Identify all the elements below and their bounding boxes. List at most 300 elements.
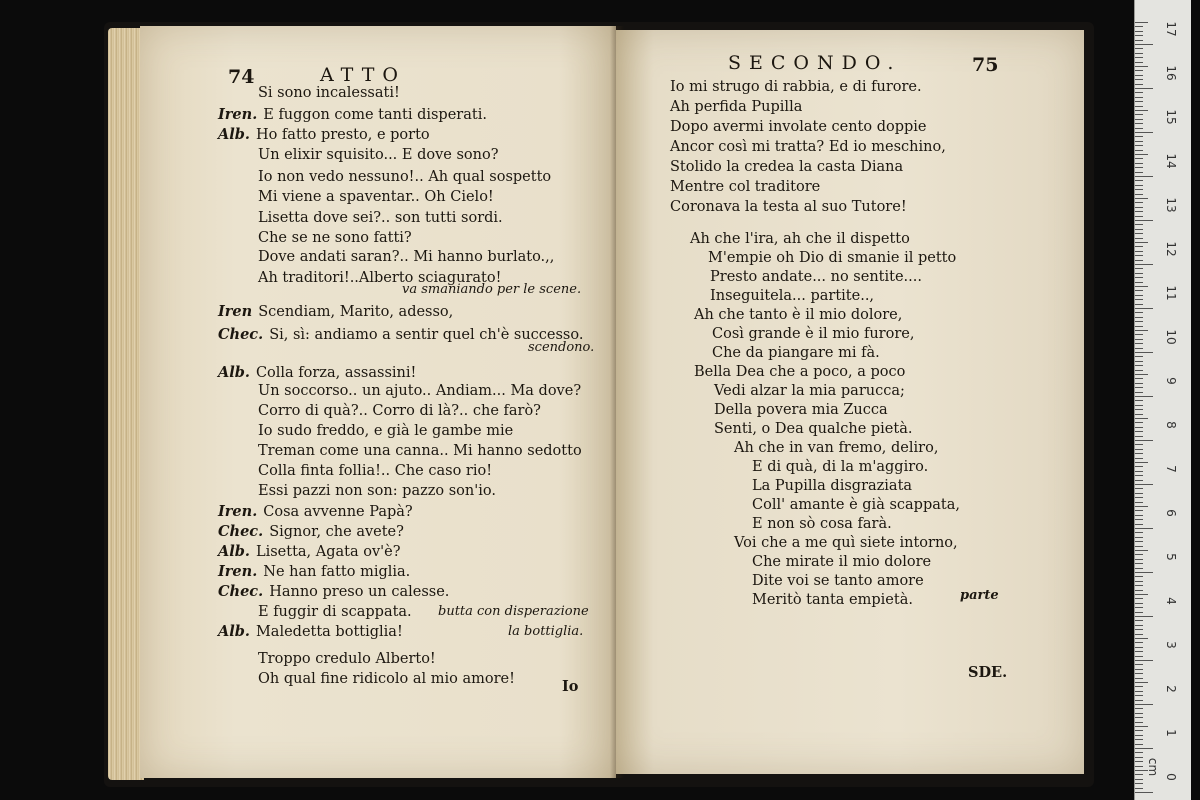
ruler-tick (1135, 392, 1143, 393)
ruler-tick (1135, 251, 1143, 252)
line-text: Signor, che avete? (269, 524, 404, 540)
ruler-tick (1135, 664, 1143, 665)
stage-direction: la bottiglia. (508, 624, 584, 639)
text-line (258, 462, 492, 480)
line-text: Essi pazzi non son: pazzo son'io. (258, 483, 496, 499)
ruler-tick (1135, 713, 1143, 714)
text-line (258, 603, 412, 621)
line-text: Treman come una canna.. Mi hanno sedotto (258, 443, 582, 459)
ruler-number: 17 (1164, 21, 1178, 37)
text-line: Inseguitela... partite.., (710, 288, 875, 304)
ruler-tick (1135, 370, 1143, 371)
ruler-tick (1135, 722, 1143, 723)
ruler-tick (1135, 774, 1143, 775)
text-line: Bella Dea che a poco, a poco (694, 364, 906, 380)
text-line (218, 523, 404, 541)
ruler-number: 5 (1164, 553, 1178, 561)
text-line: Presto andate... no sentite.... (710, 269, 922, 285)
ruler-tick (1135, 84, 1143, 85)
ruler-tick (1135, 686, 1143, 687)
text-line: Vedi alzar la mia parucca; (714, 383, 905, 399)
text-line: Ah che tanto è il mio dolore, (694, 307, 903, 323)
line-text: E fuggir di scappata. (258, 604, 412, 620)
ruler-tick (1135, 532, 1143, 533)
text-line: Senti, o Dea qualche pietà. (714, 421, 913, 437)
text-line (258, 188, 494, 206)
ruler-tick (1135, 70, 1143, 71)
ruler-tick (1135, 123, 1143, 124)
ruler-tick (1135, 576, 1143, 577)
text-line (218, 126, 430, 144)
ruler-tick (1135, 585, 1143, 586)
ruler-tick (1135, 638, 1148, 639)
ruler-tick (1135, 202, 1143, 203)
ruler-tick (1135, 282, 1143, 283)
line-text: Lisetta dove sei?.. son tutti sordi. (258, 210, 503, 226)
ruler-number: 16 (1164, 65, 1178, 81)
right-page-number: 75 (972, 54, 999, 76)
ruler-tick (1135, 295, 1143, 296)
line-text: Che se ne sono fatti? (258, 230, 412, 246)
ruler-tick (1135, 682, 1148, 683)
ruler-tick (1135, 260, 1143, 261)
ruler-tick (1135, 515, 1143, 516)
text-line: Stolido la credea la casta Diana (670, 159, 904, 175)
ruler-tick (1135, 480, 1143, 481)
ruler-tick (1135, 471, 1143, 472)
ruler-tick (1135, 277, 1143, 278)
ruler-tick (1135, 704, 1153, 705)
ruler-tick (1135, 519, 1143, 520)
ruler-tick (1135, 431, 1143, 432)
ruler-tick (1135, 145, 1143, 146)
right-page (616, 30, 1084, 774)
text-line (258, 402, 541, 420)
line-text: Scendiam, Marito, adesso, (258, 304, 454, 320)
ruler-tick (1135, 40, 1143, 41)
speaker-label: Iren. (218, 106, 258, 123)
ruler-tick (1135, 700, 1143, 701)
text-line: E di quà, di la m'aggiro. (752, 459, 929, 475)
ruler-tick (1135, 735, 1143, 736)
ruler-tick (1135, 656, 1143, 657)
ruler-tick (1135, 334, 1143, 335)
line-text: Colla forza, assassini! (255, 365, 417, 381)
line-text: Io non vedo nessuno!.. Ah qual sospetto (258, 169, 552, 185)
ruler-number: 0 (1164, 773, 1178, 781)
ruler-tick (1135, 792, 1153, 793)
ruler-tick (1135, 453, 1143, 454)
ruler-tick (1135, 730, 1143, 731)
ruler-tick (1135, 374, 1148, 375)
line-text: Cosa avvenne Papà? (263, 504, 413, 520)
ruler-tick (1135, 44, 1153, 45)
ruler-tick (1135, 537, 1143, 538)
ruler-tick (1135, 312, 1143, 313)
ruler-tick (1135, 233, 1143, 234)
ruler-tick (1135, 766, 1143, 767)
text-line (258, 248, 554, 266)
ruler-tick (1135, 744, 1143, 745)
ruler-tick (1135, 22, 1148, 23)
ruler-tick (1135, 757, 1143, 758)
line-text: Dove andati saran?.. Mi hanno burlato.,, (258, 249, 555, 265)
text-line (218, 503, 413, 521)
ruler-tick (1135, 308, 1153, 309)
ruler-number: 13 (1164, 197, 1178, 213)
ruler-tick (1135, 185, 1143, 186)
text-line: Che mirate il mio dolore (752, 554, 932, 570)
text-line (258, 168, 551, 186)
text-line (218, 623, 403, 641)
ruler-tick (1135, 242, 1148, 243)
ruler-tick (1135, 31, 1143, 32)
ruler-tick (1135, 150, 1143, 151)
ruler-tick (1135, 594, 1148, 595)
exit-direction: parte (960, 588, 999, 603)
text-line: M'empie oh Dio di smanie il petto (708, 250, 957, 266)
ruler-tick (1135, 436, 1143, 437)
ruler-tick (1135, 299, 1143, 300)
ruler-tick (1135, 634, 1143, 635)
ruler-tick (1135, 361, 1143, 362)
ruler-tick (1135, 502, 1143, 503)
ruler-number: 9 (1164, 377, 1178, 385)
ruler-tick (1135, 739, 1143, 740)
ruler-tick (1135, 444, 1143, 445)
speaker-label: Alb. (218, 126, 250, 143)
speaker-label: Iren. (218, 563, 258, 580)
speaker-label: Iren (218, 303, 253, 320)
line-text: Ne han fatto miglia. (263, 564, 411, 580)
ruler-tick (1135, 458, 1143, 459)
ruler-number: 10 (1164, 329, 1178, 345)
ruler-tick (1135, 141, 1143, 142)
ruler-tick (1135, 651, 1143, 652)
text-line: Io mi strugo di rabbia, e di furore. (670, 79, 922, 95)
ruler-tick (1135, 629, 1143, 630)
ruler-tick (1135, 97, 1143, 98)
ruler-tick (1135, 356, 1143, 357)
ruler-tick (1135, 642, 1143, 643)
stage-direction: va smaniando per le scene. (402, 282, 582, 297)
text-line (218, 583, 449, 601)
ruler-tick (1135, 246, 1143, 247)
text-line: Coll' amante è già scappata, (752, 497, 960, 513)
ruler-tick (1135, 378, 1143, 379)
left-page (140, 26, 616, 778)
ruler-tick (1135, 216, 1143, 217)
ruler-tick (1135, 488, 1143, 489)
ruler-tick (1135, 176, 1153, 177)
ruler-tick (1135, 427, 1143, 428)
ruler-tick (1135, 528, 1153, 529)
line-text: Ah traditori!..Alberto sciagurato! (258, 270, 502, 286)
ruler-tick (1135, 132, 1153, 133)
text-line: Coronava la testa al suo Tutore! (670, 199, 907, 215)
ruler-tick (1135, 194, 1143, 195)
ruler-unit: cm (1146, 757, 1160, 777)
ruler-tick (1135, 788, 1143, 789)
text-line: Così grande è il mio furore, (712, 326, 915, 342)
text-line (258, 670, 515, 688)
ruler-tick (1135, 88, 1153, 89)
ruler-tick (1135, 167, 1143, 168)
ruler-tick (1135, 568, 1143, 569)
text-line (218, 364, 416, 382)
ruler-tick (1135, 255, 1143, 256)
ruler-tick (1135, 422, 1143, 423)
text-line (258, 209, 503, 227)
ruler-tick (1135, 414, 1143, 415)
ruler-tick (1135, 62, 1143, 63)
ruler-tick (1135, 387, 1143, 388)
ruler-tick (1135, 290, 1143, 291)
text-line: Della povera mia Zucca (714, 402, 888, 418)
ruler-tick (1135, 238, 1143, 239)
page-edges (108, 28, 144, 780)
ruler-tick (1135, 180, 1143, 181)
line-text: Un elixir squisito... E dove sono? (258, 147, 499, 163)
speaker-label: Chec. (218, 523, 264, 540)
ruler-tick (1135, 563, 1143, 564)
ruler-number: 12 (1164, 241, 1178, 257)
ruler-tick (1135, 612, 1143, 613)
right-page-header: SECONDO. (728, 52, 902, 74)
ruler-tick (1135, 229, 1143, 230)
ruler-tick (1135, 726, 1148, 727)
line-text: Oh qual fine ridicolo al mio amore! (258, 671, 515, 687)
ruler-tick (1135, 286, 1148, 287)
line-text: Hanno preso un calesse. (269, 584, 450, 600)
ruler-tick (1135, 484, 1153, 485)
ruler-tick (1135, 590, 1143, 591)
ruler-tick (1135, 163, 1143, 164)
ruler-tick (1135, 321, 1143, 322)
ruler-tick (1135, 53, 1143, 54)
ruler-tick (1135, 26, 1143, 27)
ruler-tick (1135, 400, 1143, 401)
ruler-tick (1135, 678, 1143, 679)
speaker-label: Alb. (218, 623, 250, 640)
ruler-tick (1135, 339, 1143, 340)
text-line: Ancor così mi tratta? Ed io meschino, (670, 139, 946, 155)
left-page-number: 74 (228, 66, 255, 88)
ruler-tick (1135, 748, 1153, 749)
ruler-tick (1135, 383, 1143, 384)
ruler-tick (1135, 673, 1143, 674)
ruler-tick (1135, 268, 1143, 269)
ruler-tick (1135, 304, 1143, 305)
line-text: Lisetta, Agata ov'è? (255, 544, 401, 560)
ruler-tick (1135, 207, 1143, 208)
ruler-tick (1135, 348, 1143, 349)
ruler-tick (1135, 264, 1153, 265)
ruler-tick (1135, 48, 1143, 49)
text-line: E non sò cosa farà. (752, 516, 892, 532)
ruler-tick (1135, 220, 1153, 221)
ruler-number: 6 (1164, 509, 1178, 517)
line-text: Colla finta follia!.. Che caso rio! (258, 463, 493, 479)
catchword: Io (562, 678, 579, 695)
ruler-tick (1135, 497, 1143, 498)
text-line: Ah che l'ira, ah che il dispetto (690, 231, 910, 247)
text-line: Che da piangare mi fà. (712, 345, 880, 361)
text-line (218, 106, 487, 124)
text-line (258, 650, 436, 668)
ruler-tick (1135, 616, 1153, 617)
line-text: Mi viene a spaventar.. Oh Cielo! (258, 189, 494, 205)
ruler-tick (1135, 475, 1143, 476)
ruler-number: 1 (1164, 729, 1178, 737)
ruler-tick (1135, 559, 1143, 560)
ruler-tick (1135, 554, 1143, 555)
ruler-number: 2 (1164, 685, 1178, 693)
line-text: Si sono incalessati! (258, 85, 400, 101)
measurement-ruler (1134, 0, 1191, 800)
ruler-tick (1135, 462, 1148, 463)
text-line: Mentre col traditore (670, 179, 821, 195)
ruler-tick (1135, 198, 1148, 199)
ruler-number: 14 (1164, 153, 1178, 169)
speaker-label: Alb. (218, 364, 250, 381)
ruler-tick (1135, 779, 1143, 780)
ruler-tick (1135, 317, 1143, 318)
ruler-tick (1135, 418, 1148, 419)
speaker-label: Iren. (218, 503, 258, 520)
stage-direction: butta con disperazione (438, 604, 589, 619)
ruler-tick (1135, 752, 1143, 753)
text-line: Dite voi se tanto amore (752, 573, 924, 589)
speaker-label: Chec. (218, 326, 264, 343)
line-text: Maledetta bottiglia! (255, 624, 403, 640)
ruler-tick (1135, 405, 1143, 406)
text-line (218, 543, 401, 561)
ruler-tick (1135, 647, 1143, 648)
ruler-tick (1135, 189, 1143, 190)
ruler-tick (1135, 598, 1143, 599)
ruler-tick (1135, 761, 1143, 762)
text-line: La Pupilla disgraziata (752, 478, 913, 494)
ruler-tick (1135, 550, 1148, 551)
ruler-number: 4 (1164, 597, 1178, 605)
ruler-number: 7 (1164, 465, 1178, 473)
speaker-label: Chec. (218, 583, 264, 600)
ruler-tick (1135, 607, 1143, 608)
text-line (258, 442, 582, 460)
ruler-tick (1135, 273, 1143, 274)
text-line (218, 303, 453, 321)
ruler-tick (1135, 136, 1143, 137)
text-line (258, 229, 412, 247)
ruler-number: 15 (1164, 109, 1178, 125)
line-text: Si, sì: andiamo a sentir quel ch'è successo. (269, 327, 584, 343)
ruler-tick (1135, 546, 1143, 547)
ruler-tick (1135, 603, 1143, 604)
ruler-tick (1135, 352, 1153, 353)
text-line: Ah perfida Pupilla (670, 99, 803, 115)
ruler-tick (1135, 326, 1143, 327)
ruler-number: 3 (1164, 641, 1178, 649)
ruler-tick (1135, 695, 1143, 696)
ruler-tick (1135, 396, 1153, 397)
ruler-tick (1135, 506, 1148, 507)
text-line (258, 422, 513, 440)
ruler-tick (1135, 409, 1143, 410)
text-line (258, 382, 581, 400)
stage-direction: scendono. (528, 340, 595, 355)
ruler-tick (1135, 541, 1143, 542)
ruler-tick (1135, 581, 1143, 582)
ruler-tick (1135, 92, 1143, 93)
text-line: Ah che in van fremo, deliro, (734, 440, 939, 456)
ruler-tick (1135, 717, 1143, 718)
ruler-tick (1135, 128, 1143, 129)
ruler-tick (1135, 783, 1143, 784)
ruler-tick (1135, 110, 1148, 111)
text-line: Meritò tanta empietà. (752, 592, 913, 608)
ruler-tick (1135, 660, 1153, 661)
ruler-tick (1135, 466, 1143, 467)
ruler-number: 8 (1164, 421, 1178, 429)
ruler-tick (1135, 330, 1148, 331)
ruler-tick (1135, 365, 1143, 366)
ruler-tick (1135, 119, 1143, 120)
ruler-tick (1135, 35, 1143, 36)
left-page-header: ATTO (320, 64, 406, 86)
ruler-tick (1135, 440, 1153, 441)
ruler-tick (1135, 158, 1143, 159)
ruler-tick (1135, 669, 1143, 670)
ruler-tick (1135, 691, 1143, 692)
ruler-tick (1135, 224, 1143, 225)
ruler-tick (1135, 572, 1153, 573)
ruler-tick (1135, 154, 1148, 155)
line-text: Corro di quà?.. Corro di là?.. che farò? (258, 403, 541, 419)
ruler-number: 11 (1164, 285, 1178, 301)
text-line: Dopo avermi involate cento doppie (670, 119, 927, 135)
ruler-tick (1135, 211, 1143, 212)
ruler-tick (1135, 57, 1143, 58)
ruler-tick (1135, 106, 1143, 107)
speaker-label: Alb. (218, 543, 250, 560)
line-text: Troppo credulo Alberto! (258, 651, 436, 667)
line-text: Ho fatto presto, e porto (255, 127, 430, 143)
catchword: SDE. (968, 664, 1008, 681)
ruler-tick (1135, 620, 1143, 621)
ruler-tick (1135, 708, 1143, 709)
ruler-tick (1135, 101, 1143, 102)
text-line (258, 146, 499, 164)
ruler-tick (1135, 114, 1143, 115)
text-line (218, 563, 410, 581)
text-line (258, 482, 496, 500)
text-line: Voi che a me quì siete intorno, (734, 535, 958, 551)
ruler-tick (1135, 79, 1143, 80)
line-text: E fuggon come tanti disperati. (263, 107, 487, 123)
ruler-tick (1135, 172, 1143, 173)
ruler-tick (1135, 66, 1148, 67)
ruler-tick (1135, 493, 1143, 494)
line-text: Io sudo freddo, e già le gambe mie (258, 423, 514, 439)
ruler-tick (1135, 449, 1143, 450)
line-text: Un soccorso.. un ajuto.. Andiam... Ma dove? (258, 383, 582, 399)
ruler-tick (1135, 524, 1143, 525)
ruler-tick (1135, 510, 1143, 511)
ruler-tick (1135, 625, 1143, 626)
ruler-tick (1135, 75, 1143, 76)
text-line (258, 84, 400, 102)
